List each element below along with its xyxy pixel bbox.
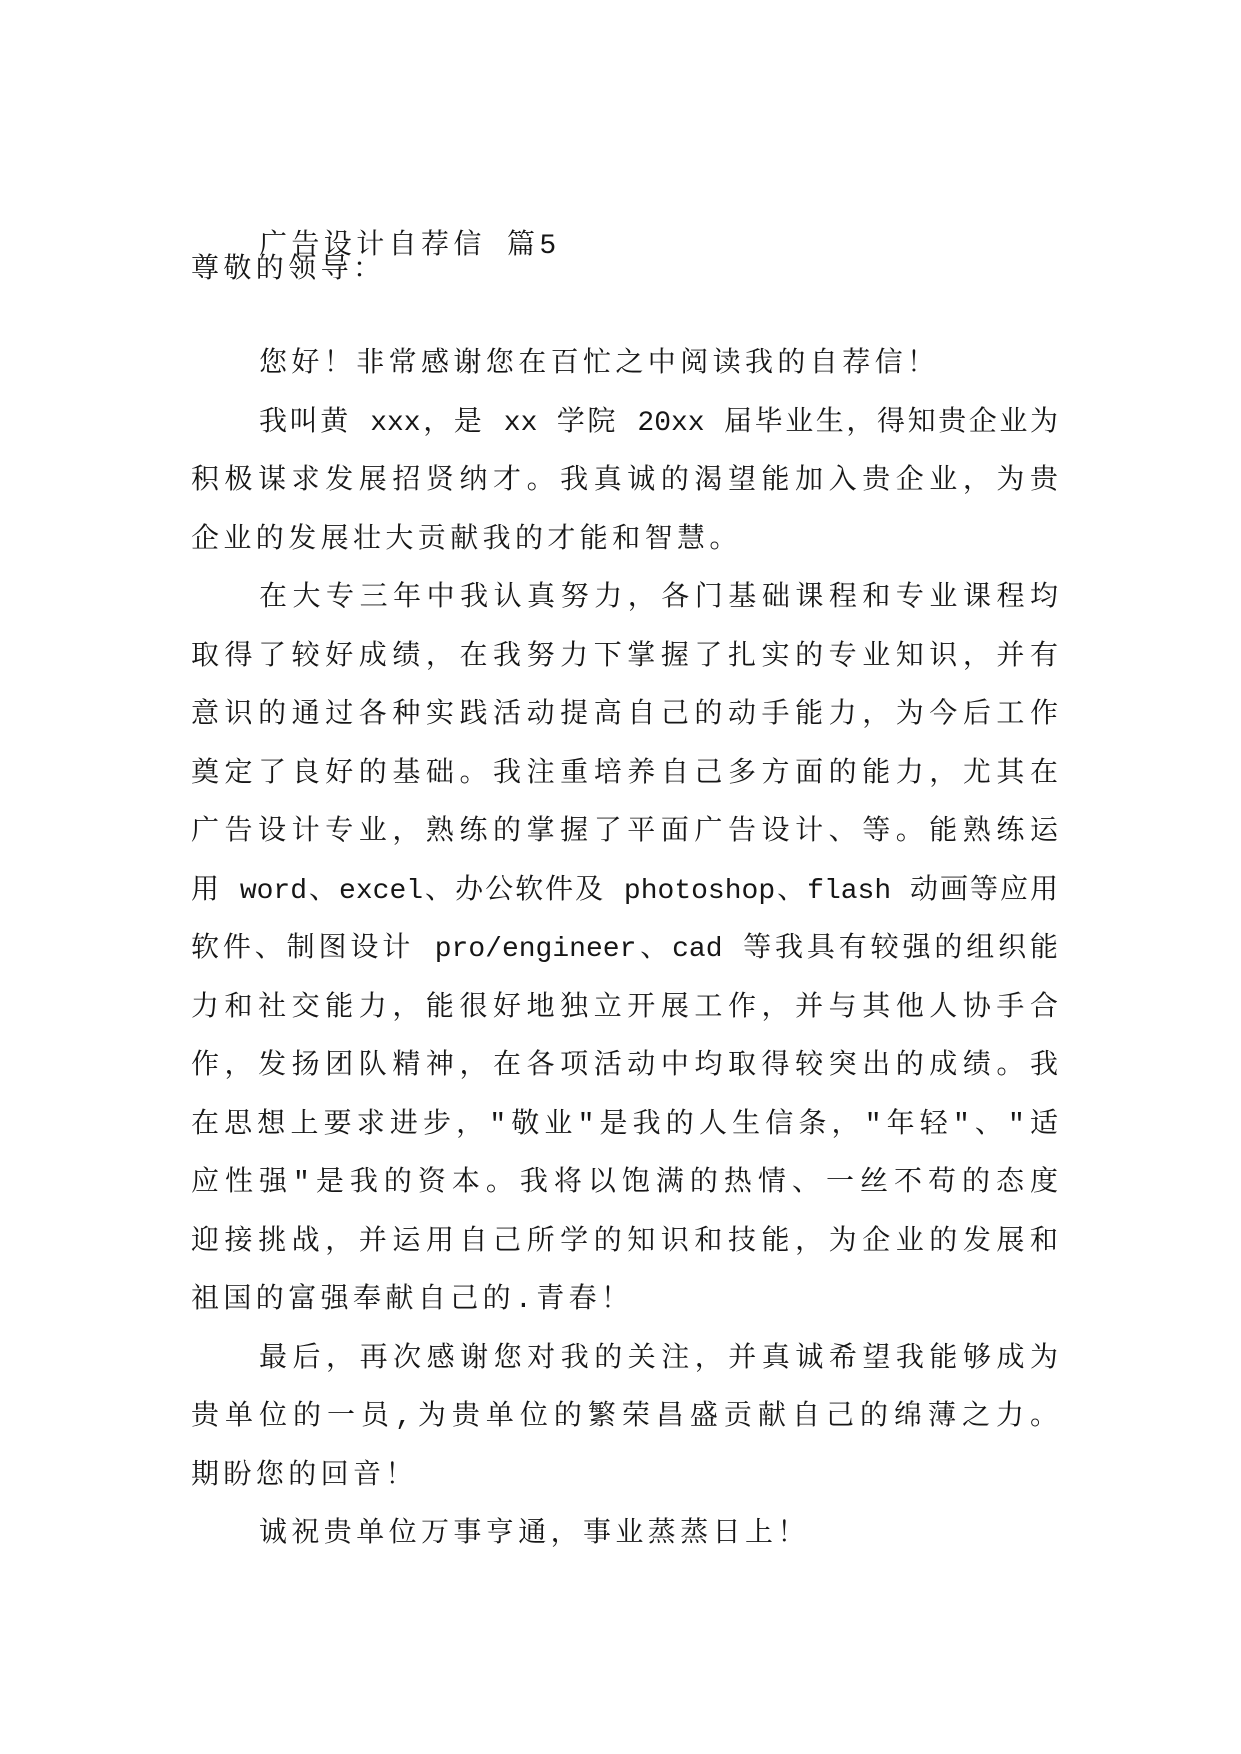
document-title: 广告设计自荐信 篇5 bbox=[259, 231, 561, 262]
salutation: 尊敬的领导： bbox=[191, 254, 386, 286]
paragraph-line: 意识的通过各种实践活动提高自己的动手能力，为今后工作 bbox=[191, 700, 1058, 731]
paragraph-line: 广告设计专业，熟练的掌握了平面广告设计、等。能熟练运 bbox=[191, 817, 1058, 848]
paragraph-line: 企业的发展壮大贡献我的才能和智慧。 bbox=[191, 524, 742, 556]
paragraph-line: 贵单位的一员,为贵单位的繁荣昌盛贡献自己的绵薄之力。 bbox=[191, 1402, 1058, 1433]
paragraph-line: 您好！非常感谢您在百忙之中阅读我的自荐信！ bbox=[259, 349, 940, 380]
paragraph-line: 用 word、excel、办公软件及 photoshop、flash 动画等应用 bbox=[191, 875, 1058, 907]
paragraph-line: 在思想上要求进步，"敬业"是我的人生信条，"年轻"、"适 bbox=[191, 1109, 1058, 1141]
paragraph-line: 诚祝贵单位万事亨通，事业蒸蒸日上！ bbox=[259, 1519, 810, 1550]
paragraph-line: 力和社交能力，能很好地独立开展工作，并与其他人协手合 bbox=[191, 992, 1058, 1024]
paragraph-line: 期盼您的回音！ bbox=[191, 1460, 418, 1492]
paragraph-line: 取得了较好成绩，在我努力下掌握了扎实的专业知识，并有 bbox=[191, 641, 1058, 673]
paragraph-line: 积极谋求发展招贤纳才。我真诚的渴望能加入贵企业，为贵 bbox=[191, 466, 1058, 497]
letter-body bbox=[191, 218, 1058, 1565]
paragraph-line: 作，发扬团队精神，在各项活动中均取得较突出的成绩。我 bbox=[191, 1051, 1058, 1082]
paragraph-line: 奠定了良好的基础。我注重培养自己多方面的能力，尤其在 bbox=[191, 758, 1058, 790]
paragraph-line: 祖国的富强奉献自己的.青春！ bbox=[191, 1285, 634, 1316]
paragraph-line: 迎接挑战，并运用自己所学的知识和技能，为企业的发展和 bbox=[191, 1226, 1058, 1258]
paragraph-greeting bbox=[191, 336, 1058, 395]
paragraph-closing bbox=[191, 1331, 1058, 1507]
paragraph-introduction bbox=[191, 395, 1058, 571]
paragraph-line: 我叫黄 xxx，是 xx 学院 20xx 届毕业生，得知贵企业为 bbox=[259, 407, 1058, 439]
paragraph-line: 在大专三年中我认真努力，各门基础课程和专业课程均 bbox=[259, 583, 1058, 614]
paragraph-line: 软件、制图设计 pro/engineer、cad 等我具有较强的组织能 bbox=[191, 934, 1058, 965]
paragraph-line: 最后，再次感谢您对我的关注，并真诚希望我能够成为 bbox=[259, 1343, 1058, 1375]
paragraph-wishes bbox=[191, 1506, 1058, 1565]
paragraph-qualifications bbox=[191, 570, 1058, 1331]
paragraph-line: 应性强"是我的资本。我将以饱满的热情、一丝不苟的态度 bbox=[191, 1168, 1058, 1199]
